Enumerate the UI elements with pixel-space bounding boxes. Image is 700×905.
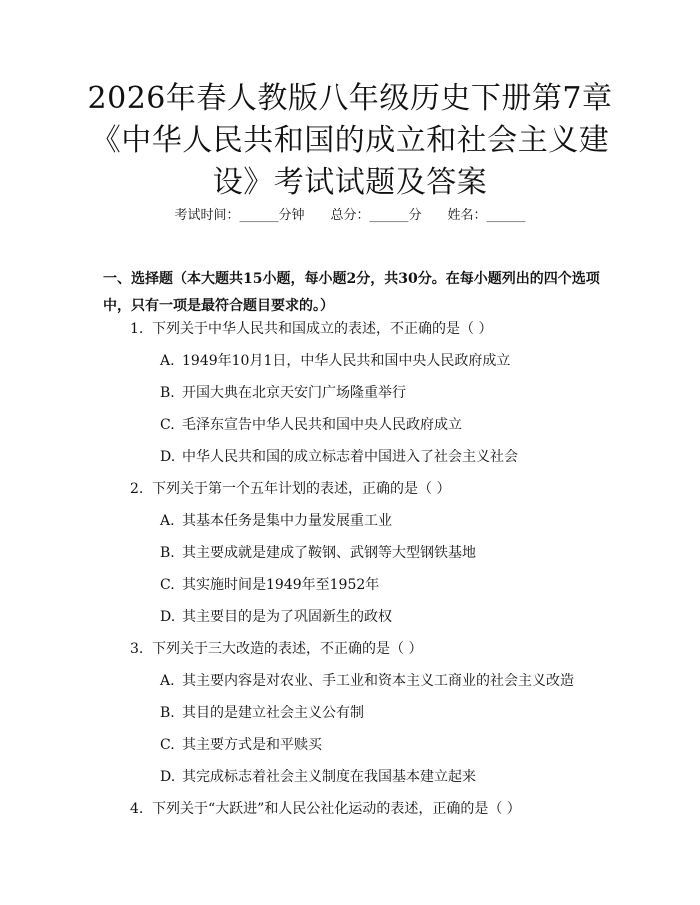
question-2 <box>130 479 650 499</box>
option-letter: D. <box>160 609 176 625</box>
option-text: 其主要成就是建成了鞍钢、武钢等大型钢铁基地 <box>182 545 476 561</box>
option-text: 其完成标志着社会主义制度在我国基本建立起来 <box>182 769 476 785</box>
question-4 <box>130 799 650 819</box>
option-letter: A. <box>160 353 175 369</box>
option-letter: A. <box>160 673 175 689</box>
option-letter: B. <box>160 385 175 401</box>
question-text: 下列关于三大改造的表述，不正确的是（ ） <box>152 641 423 657</box>
question-2-option-b <box>160 543 660 563</box>
option-letter: C. <box>160 417 175 433</box>
option-text: 其主要目的是为了巩固新生的政权 <box>182 609 392 625</box>
option-text: 毛泽东宣告中华人民共和国中央人民政府成立 <box>182 417 462 433</box>
option-letter: A. <box>160 513 175 529</box>
option-text: 其目的是建立社会主义公有制 <box>182 705 364 721</box>
option-letter: D. <box>160 449 176 465</box>
option-text: 其主要方式是和平赎买 <box>182 737 322 753</box>
option-letter: C. <box>160 737 175 753</box>
question-3-option-c <box>160 735 660 755</box>
document-title: 2026年春人教版八年级历史下册第7章《中华人民共和国的成立和社会主义建设》考试试题及答案 <box>87 81 613 200</box>
option-letter: B. <box>160 545 175 561</box>
question-1-option-b <box>160 383 660 403</box>
section-heading: 一、选择题（本大题共15小题，每小题2分，共30分。在每小题列出的四个选项中，只有一项是最符合题目要求的。） <box>103 271 600 314</box>
option-text: 中华人民共和国的成立标志着中国进入了社会主义社会 <box>182 449 518 465</box>
question-number: 4. <box>130 801 144 817</box>
option-text: 其实施时间是1949年至1952年 <box>182 577 380 593</box>
question-1-option-a <box>160 351 660 371</box>
question-text: 下列关于“大跃进”和人民公社化运动的表述，正确的是（ ） <box>152 801 521 817</box>
option-letter: B. <box>160 705 175 721</box>
question-1 <box>130 319 650 339</box>
exam-info-line <box>0 207 700 225</box>
question-2-option-a <box>160 511 660 531</box>
option-text: 开国大典在北京天安门广场隆重举行 <box>182 385 406 401</box>
question-number: 1. <box>130 321 144 337</box>
option-letter: D. <box>160 769 176 785</box>
option-letter: C. <box>160 577 175 593</box>
option-text: 其主要内容是对农业、手工业和资本主义工商业的社会主义改造 <box>182 673 574 689</box>
question-1-option-d <box>160 447 660 467</box>
question-2-option-d <box>160 607 660 627</box>
question-3-option-b <box>160 703 660 723</box>
student-name-field: 姓名：______ <box>447 208 526 223</box>
question-text: 下列关于中华人民共和国成立的表述，不正确的是（ ） <box>152 321 493 337</box>
question-number: 3. <box>130 641 144 657</box>
question-text: 下列关于第一个五年计划的表述，正确的是（ ） <box>152 481 451 497</box>
question-1-option-c <box>160 415 660 435</box>
question-3 <box>130 639 650 659</box>
option-text: 1949年10月1日，中华人民共和国中央人民政府成立 <box>182 353 511 369</box>
question-3-option-a <box>160 671 660 691</box>
option-text: 其基本任务是集中力量发展重工业 <box>182 513 392 529</box>
exam-time-field: 考试时间：______分钟 <box>174 208 305 223</box>
question-number: 2. <box>130 481 144 497</box>
question-2-option-c <box>160 575 660 595</box>
question-3-option-d <box>160 767 660 787</box>
total-score-field: 总分：______分 <box>330 208 422 223</box>
